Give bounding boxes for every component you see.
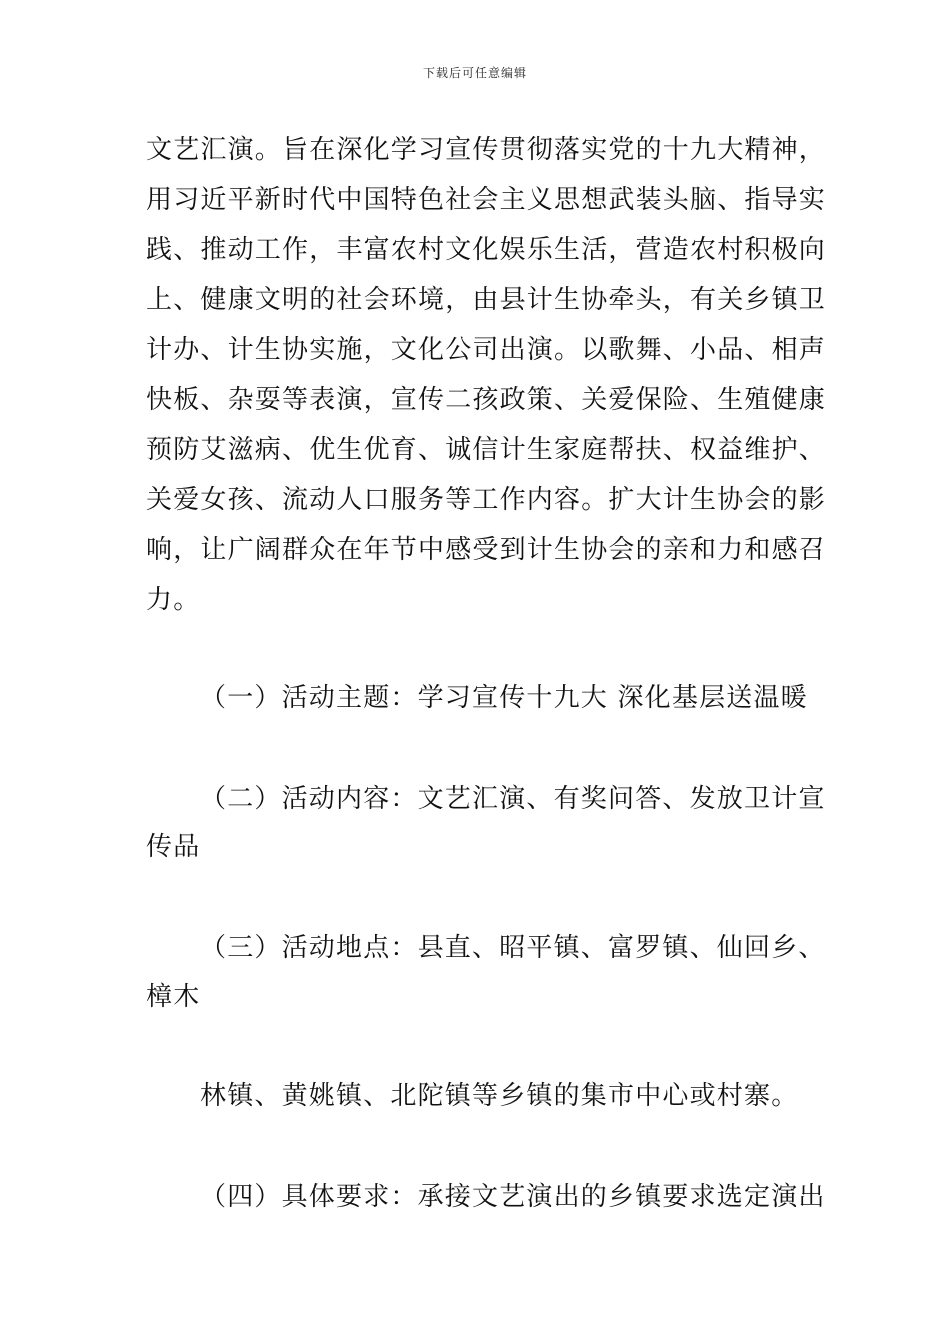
paragraph-line: 文艺汇演。旨在深化学习宣传贯彻落实党的十九大精神， bbox=[146, 135, 827, 165]
paragraph-line: 上、健康文明的社会环境，由县计生协牵头，有关乡镇卫 bbox=[146, 285, 827, 315]
section-item-requirements: （四）具体要求：承接文艺演出的乡镇要求选定演出 bbox=[200, 1182, 826, 1212]
paragraph-line: 快板、杂耍等表演，宣传二孩政策、关爱保险、生殖健康 bbox=[146, 385, 827, 415]
section-item-content: （二）活动内容：文艺汇演、有奖问答、发放卫计宣 bbox=[200, 784, 826, 814]
section-item-location-cont: 樟木 bbox=[146, 982, 201, 1012]
paragraph-line: 预防艾滋病、优生优育、诚信计生家庭帮扶、权益维护、 bbox=[146, 435, 827, 465]
paragraph-line: 计办、计生协实施，文化公司出演。以歌舞、小品、相声 bbox=[146, 335, 827, 365]
paragraph-line: 响，让广阔群众在年节中感受到计生协会的亲和力和感召 bbox=[146, 535, 827, 565]
paragraph-line: 力。 bbox=[146, 585, 201, 615]
paragraph-line: 用习近平新时代中国特色社会主义思想武装头脑、指导实 bbox=[146, 185, 827, 215]
section-item-content-cont: 传品 bbox=[146, 832, 201, 862]
paragraph-line: 关爱女孩、流动人口服务等工作内容。扩大计生协会的影 bbox=[146, 485, 827, 515]
page-header: 下载后可任意编辑 bbox=[422, 66, 527, 80]
section-item-theme: （一）活动主题：学习宣传十九大 深化基层送温暖 bbox=[200, 683, 808, 713]
paragraph-line: 践、推动工作，丰富农村文化娱乐生活，营造农村积极向 bbox=[146, 235, 827, 265]
section-item-location: （三）活动地点：县直、昭平镇、富罗镇、仙回乡、 bbox=[200, 933, 826, 963]
section-item-location-cont2: 林镇、黄姚镇、北陀镇等乡镇的集市中心或村寨。 bbox=[200, 1081, 799, 1111]
